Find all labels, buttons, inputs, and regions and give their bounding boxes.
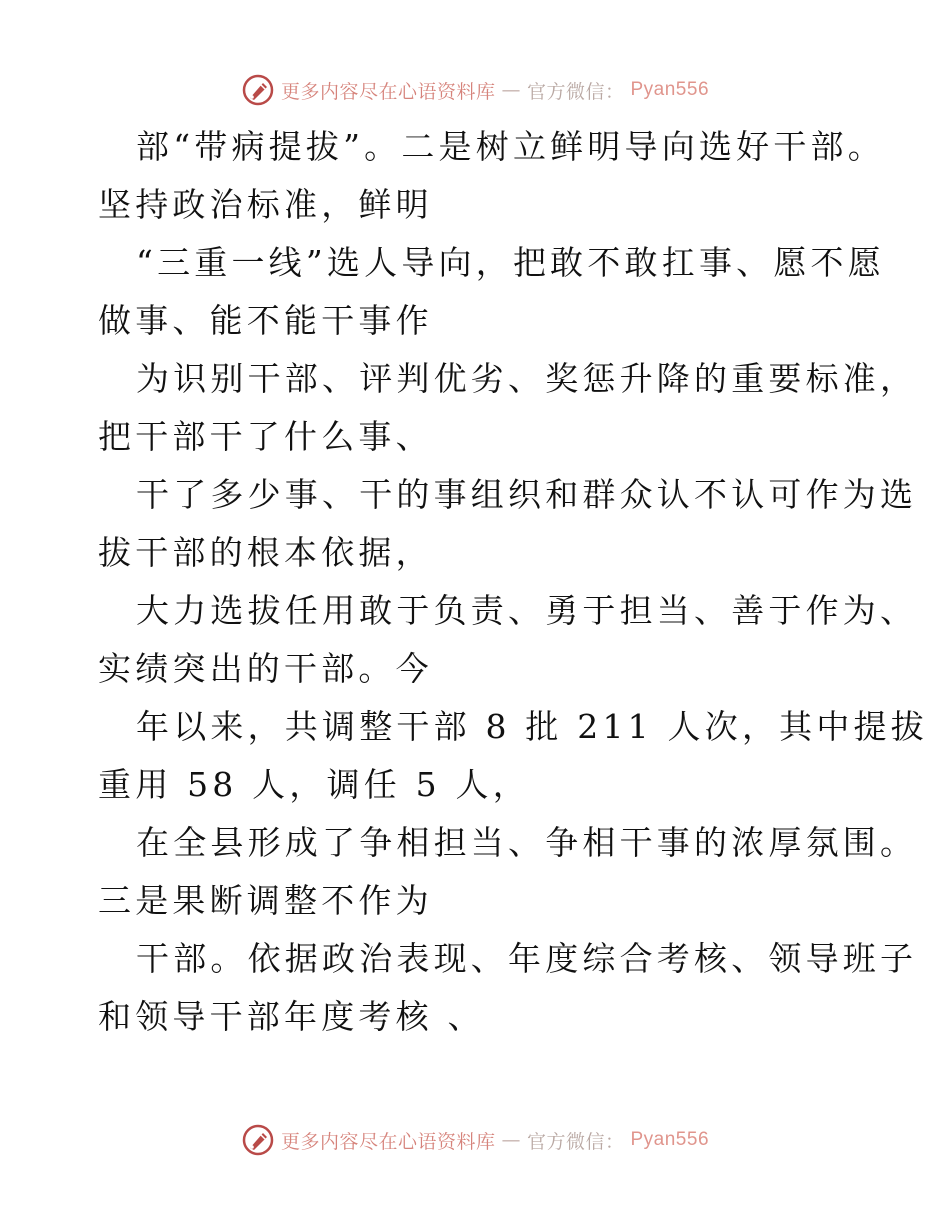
body-line: 重用 58 人，调任 5 人， [98, 765, 530, 804]
body-line: 为识别干部、评判优劣、奖惩升降的重要标准， [136, 359, 918, 398]
watermark-wechat-label: 官方微信： [526, 1130, 625, 1153]
body-line: 干部。依据政治表现、年度综合考核、领导班子 [136, 939, 918, 978]
footer-watermark [0, 1120, 950, 1160]
body-line: 和领导干部年度考核 、 [98, 997, 485, 1036]
watermark-wechat-id: Pyan556 [630, 1129, 710, 1150]
watermark-wechat-id: Pyan556 [630, 79, 710, 100]
body-line: 干了多少事、干的事组织和群众认不认可作为选 [136, 475, 918, 514]
body-line: 三是果断调整不作为 [98, 881, 433, 920]
body-line: 把干部干了什么事、 [98, 417, 433, 456]
body-line: 拔干部的根本依据， [98, 533, 433, 572]
body-line: 坚持政治标准，鲜明 [98, 185, 433, 224]
body-line: 实绩突出的干部。今 [98, 649, 433, 688]
watermark-separator: — [501, 79, 521, 101]
body-line: 做事、能不能干事作 [98, 301, 433, 340]
pen-nib-logo-icon [241, 1123, 275, 1157]
body-line: 部“带病提拔”。二是树立鲜明导向选好干部。 [136, 127, 885, 166]
body-line: 在全县形成了争相担当、争相干事的浓厚氛围。 [136, 823, 918, 862]
pen-nib-logo-icon [241, 73, 275, 107]
body-line: 年以来，共调整干部 8 批 211 人次，其中提拔 [136, 707, 928, 746]
body-line: “三重一线”选人导向，把敢不敢扛事、愿不愿 [136, 243, 885, 282]
header-watermark [0, 70, 950, 110]
watermark-wechat-label: 官方微信： [526, 80, 625, 103]
watermark-main-text: 更多内容尽在心语资料库 [280, 80, 496, 103]
watermark-separator: — [501, 1129, 521, 1151]
body-line: 大力选拔任用敢于负责、勇于担当、善于作为、 [136, 591, 918, 630]
watermark-main-text: 更多内容尽在心语资料库 [280, 1130, 496, 1153]
document-body [98, 118, 928, 1046]
